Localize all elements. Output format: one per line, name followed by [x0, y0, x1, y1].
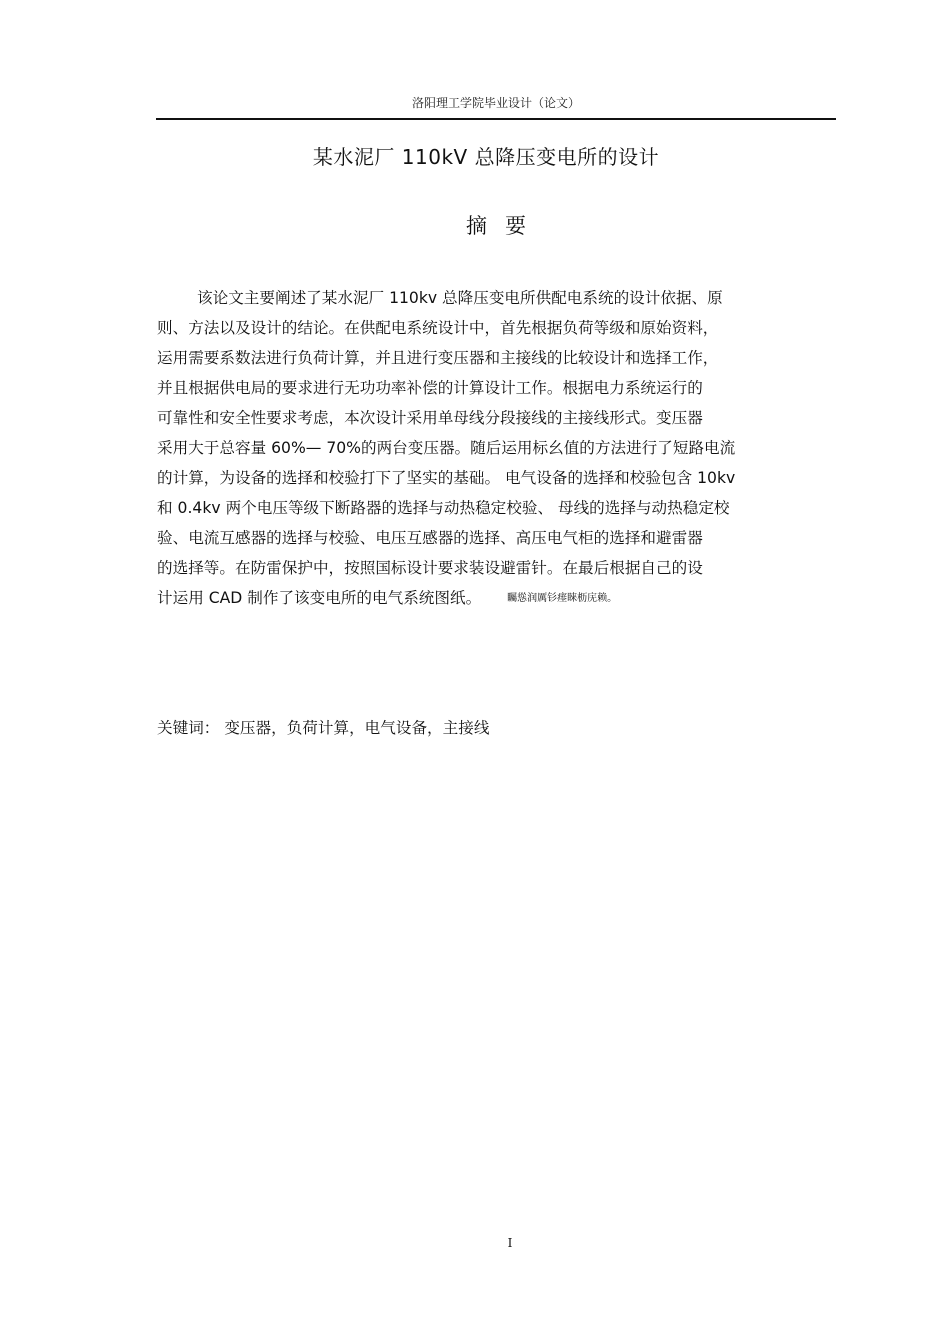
abstract-line: 验、电流互感器的选择与校验、电压互感器的选择、高压电气柜的选择和避雷器: [157, 529, 703, 547]
abstract-line: 则、方法以及设计的结论。在供配电系统设计中，首先根据负荷等级和原始资料，: [157, 319, 719, 337]
abstract-line: 采用大于总容量 60%— 70%的两台变压器。随后运用标幺值的方法进行了短路电流: [157, 439, 736, 457]
abstract-line-text: 计运用 CAD 制作了该变电所的电气系统图纸。: [157, 589, 482, 607]
page-title: 某水泥厂 110kV 总降压变电所的设计: [312, 145, 660, 169]
abstract-body: [157, 283, 847, 613]
page-number: I: [507, 1236, 513, 1250]
keywords: 关键词： 变压器，负荷计算，电气设备，主接线: [157, 719, 490, 737]
abstract-line: 该论文主要阐述了某水泥厂 110kv 总降压变电所供配电系统的设计依据、原: [197, 289, 723, 307]
tiny-garbled-text: 矚慫润厲钐瘗睞枥庑赖。: [507, 592, 618, 604]
header-rule: [156, 118, 836, 120]
abstract-line: 并且根据供电局的要求进行无功功率补偿的计算设计工作。根据电力系统运行的: [157, 379, 703, 397]
abstract-heading: 摘要: [466, 214, 544, 238]
abstract-line: 的计算，为设备的选择和校验打下了坚实的基础。 电气设备的选择和校验包含 10kv: [157, 469, 736, 487]
abstract-line: 和 0.4kv 两个电压等级下断路器的选择与动热稳定校验、 母线的选择与动热稳定校: [157, 499, 730, 517]
abstract-line: 的选择等。在防雷保护中，按照国标设计要求装设避雷针。在最后根据自己的设: [157, 559, 703, 577]
abstract-line: 可靠性和安全性要求考虑，本次设计采用单母线分段接线的主接线形式。变压器: [157, 409, 703, 427]
abstract-line: 运用需要系数法进行负荷计算，并且进行变压器和主接线的比较设计和选择工作，: [157, 349, 719, 367]
running-header: 洛阳理工学院毕业设计（论文）: [411, 96, 580, 110]
abstract-line-last: [157, 583, 847, 613]
